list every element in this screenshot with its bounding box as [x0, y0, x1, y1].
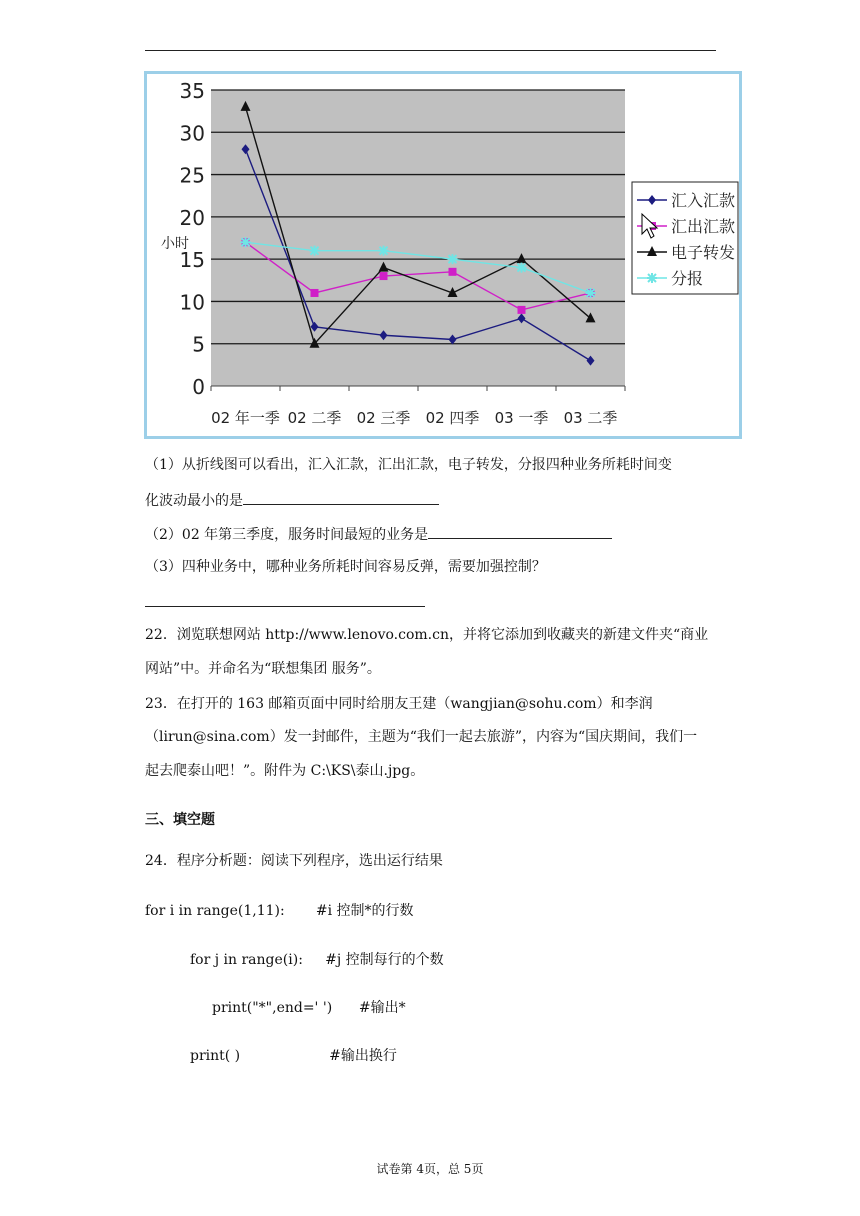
- x-tick-label: 03 二季: [563, 409, 618, 427]
- legend-label: 分报: [671, 269, 704, 288]
- question-1-cont: [145, 490, 439, 511]
- legend-label: 汇入汇款: [671, 191, 736, 210]
- answer-blank-2[interactable]: [428, 524, 612, 539]
- code-line-1: for i in range(1,11): #i 控制*的行数: [145, 903, 414, 919]
- line-chart-svg: [147, 74, 739, 436]
- line-chart: [144, 71, 742, 439]
- question-2: [145, 524, 612, 545]
- question-2-text: （2）02 年第三季度，服务时间最短的业务是: [145, 527, 429, 543]
- item-22-b: 网站”中。并命名为“联想集团 服务”。: [145, 661, 381, 677]
- y-tick-label: 20: [179, 205, 205, 230]
- y-tick-label: 10: [179, 290, 205, 315]
- x-tick-label: 02 二季: [287, 409, 342, 427]
- page-footer: 试卷第 4页，总 5页: [376, 1162, 484, 1176]
- x-tick-label: 02 三季: [356, 409, 411, 427]
- x-tick-label: 03 一季: [494, 409, 549, 427]
- y-tick-label: 30: [179, 121, 205, 146]
- data-point-s2-4: [449, 268, 457, 276]
- plot-area: [211, 90, 625, 386]
- data-point-s4-6: [586, 288, 596, 298]
- code-line-2: for j in range(i): #j 控制每行的个数: [190, 952, 444, 968]
- legend-label: 电子转发: [671, 243, 736, 262]
- item-23-a: 23．在打开的 163 邮箱页面中同时给朋友王建（wangjian@sohu.com）和李润: [145, 696, 653, 712]
- item-23-c: 起去爬泰山吧！”。附件为 C:\KS\泰山.jpg。: [145, 763, 425, 779]
- answer-blank-3[interactable]: [145, 592, 425, 607]
- question-1-text-b: 化波动最小的是: [145, 493, 243, 509]
- data-point-s4-5: [517, 263, 527, 273]
- answer-blank-1[interactable]: [243, 490, 439, 505]
- legend-swatch-marker: [647, 273, 657, 283]
- item-22-a: 22．浏览联想网站 http://www.lenovo.com.cn，并将它添加到收藏夹的新建文件夹“商业: [145, 627, 709, 643]
- data-point-s4-1: [241, 237, 251, 247]
- data-point-s4-3: [379, 246, 389, 256]
- data-point-s2-2: [311, 289, 319, 297]
- data-point-s4-2: [310, 246, 320, 256]
- question-3: [145, 557, 546, 577]
- y-tick-label: 25: [179, 163, 205, 188]
- legend-label: 汇出汇款: [671, 217, 736, 236]
- data-point-s2-5: [518, 306, 526, 314]
- y-tick-label: 15: [179, 248, 205, 273]
- y-tick-label: 35: [179, 79, 205, 103]
- section-title: 三、填空题: [145, 812, 215, 828]
- y-tick-label: 5: [192, 332, 205, 357]
- item-23-b: （lirun@sina.com）发一封邮件，主题为“我们一起去旅游”，内容为“国庆期间，我们一: [145, 729, 698, 745]
- header-rule: [145, 50, 716, 51]
- x-tick-label: 02 四季: [425, 409, 480, 427]
- y-tick-label: 0: [192, 375, 205, 399]
- question-1-text-a: （1）从折线图可以看出，汇入汇款，汇出汇款，电子转发，分报四种业务所耗时间变: [145, 457, 672, 473]
- code-line-4: print( ) #输出换行: [190, 1048, 397, 1064]
- y-axis-label: 小时: [161, 236, 189, 252]
- question-1: [145, 455, 672, 475]
- question-3-text: （3）四种业务中，哪种业务所耗时间容易反弹，需要加强控制？: [145, 559, 546, 575]
- data-point-s2-3: [380, 272, 388, 280]
- data-point-s4-4: [448, 254, 458, 264]
- x-tick-label: 02 年一季: [211, 409, 280, 427]
- item-24: 24．程序分析题：阅读下列程序，选出运行结果: [145, 853, 443, 869]
- code-line-3: print("*",end=' ') #输出*: [212, 1000, 406, 1016]
